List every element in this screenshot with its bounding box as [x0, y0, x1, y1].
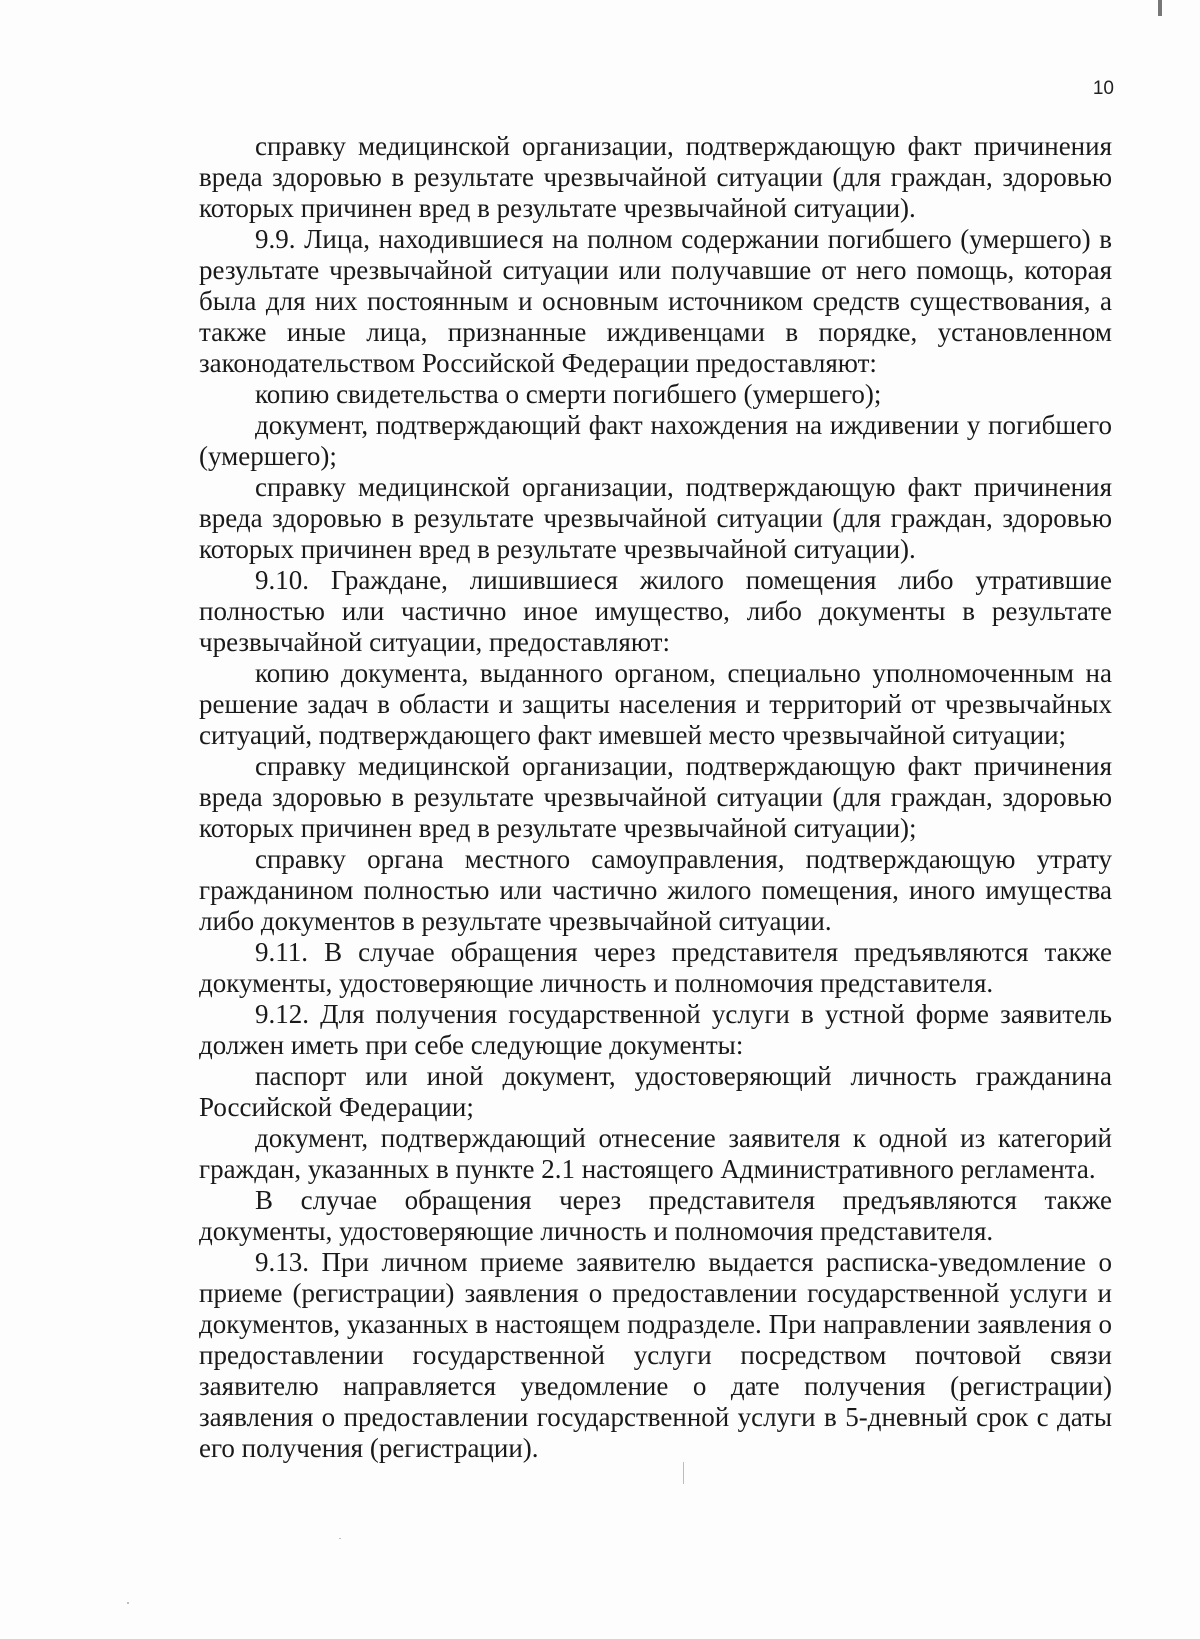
paragraph-local-government-certificate: справку органа местного самоуправления, подтверждающую утрату гражданином полностью или частично жилого помещения, иного имущества либо документов в результате чрезвычайной ситуации. [199, 844, 1112, 936]
scan-speck [339, 1538, 341, 1539]
scan-speck [683, 1462, 684, 1484]
paragraph-emergency-document-copy: копию документа, выданного органом, специально уполномоченным на решение задач в области и защиты населения и территорий от чрезвычайных ситуаций, подтверждающего факт имевшей место чрезвычайной ситуации; [199, 658, 1112, 750]
paragraph-medical-certificate-2: справку медицинской организации, подтверждающую факт причинения вреда здоровью в результате чрезвычайной ситуации (для граждан, здоровью которых причинен вред в результате чрезвычайной ситуации). [199, 472, 1112, 564]
paragraph-9-13: 9.13. При личном приеме заявителю выдается расписка-уведомление о приеме (регистрации) заявления о предоставлении государственной услуги и документов, указанных в настоящем подразделе. При направлении заявления о предоставлении государственной услуги посредством почтовой связи заявителю направляется уведомление о дате получения (регистрации) заявления о предоставлении государственной услуги в 5-дневный срок с даты его получения (регистрации). [199, 1247, 1112, 1463]
page-number: 10 [1092, 78, 1114, 99]
scan-edge-mark [1158, 0, 1162, 16]
paragraph-9-9: 9.9. Лица, находившиеся на полном содержании погибшего (умершего) в результате чрезвычайной ситуации или получавшие от него помощь, которая была для них постоянным и основным источником средств существования, а также иные лица, признанные иждивенцами в порядке, установленном законодательством Российской Федерации предоставляют: [199, 224, 1112, 378]
paragraph-medical-certificate-1: справку медицинской организации, подтверждающую факт причинения вреда здоровью в результате чрезвычайной ситуации (для граждан, здоровью которых причинен вред в результате чрезвычайной ситуации). [199, 131, 1112, 223]
paragraph-dependency-document: документ, подтверждающий факт нахождения на иждивении у погибшего (умершего); [199, 410, 1112, 471]
paragraph-9-10: 9.10. Граждане, лишившиеся жилого помещения либо утратившие полностью или частично иное имущество, либо документы в результате чрезвычайной ситуации, предоставляют: [199, 565, 1112, 657]
paragraph-9-12: 9.12. Для получения государственной услуги в устной форме заявитель должен иметь при себе следующие документы: [199, 999, 1112, 1060]
scan-speck [127, 1602, 129, 1604]
paragraph-9-11: 9.11. В случае обращения через представителя предъявляются также документы, удостоверяющие личность и полномочия представителя. [199, 937, 1112, 998]
paragraph-passport: паспорт или иной документ, удостоверяющий личность гражданина Российской Федерации; [199, 1061, 1112, 1122]
document-body [199, 131, 1112, 1464]
paragraph-category-document: документ, подтверждающий отнесение заявителя к одной из категорий граждан, указанных в пункте 2.1 настоящего Административного регламента. [199, 1123, 1112, 1184]
paragraph-death-certificate-copy: копию свидетельства о смерти погибшего (умершего); [255, 379, 882, 409]
paragraph-medical-certificate-3: справку медицинской организации, подтверждающую факт причинения вреда здоровью в результате чрезвычайной ситуации (для граждан, здоровью которых причинен вред в результате чрезвычайной ситуации); [199, 751, 1112, 843]
paragraph-representative: В случае обращения через представителя предъявляются также документы, удостоверяющие личность и полномочия представителя. [199, 1185, 1112, 1246]
